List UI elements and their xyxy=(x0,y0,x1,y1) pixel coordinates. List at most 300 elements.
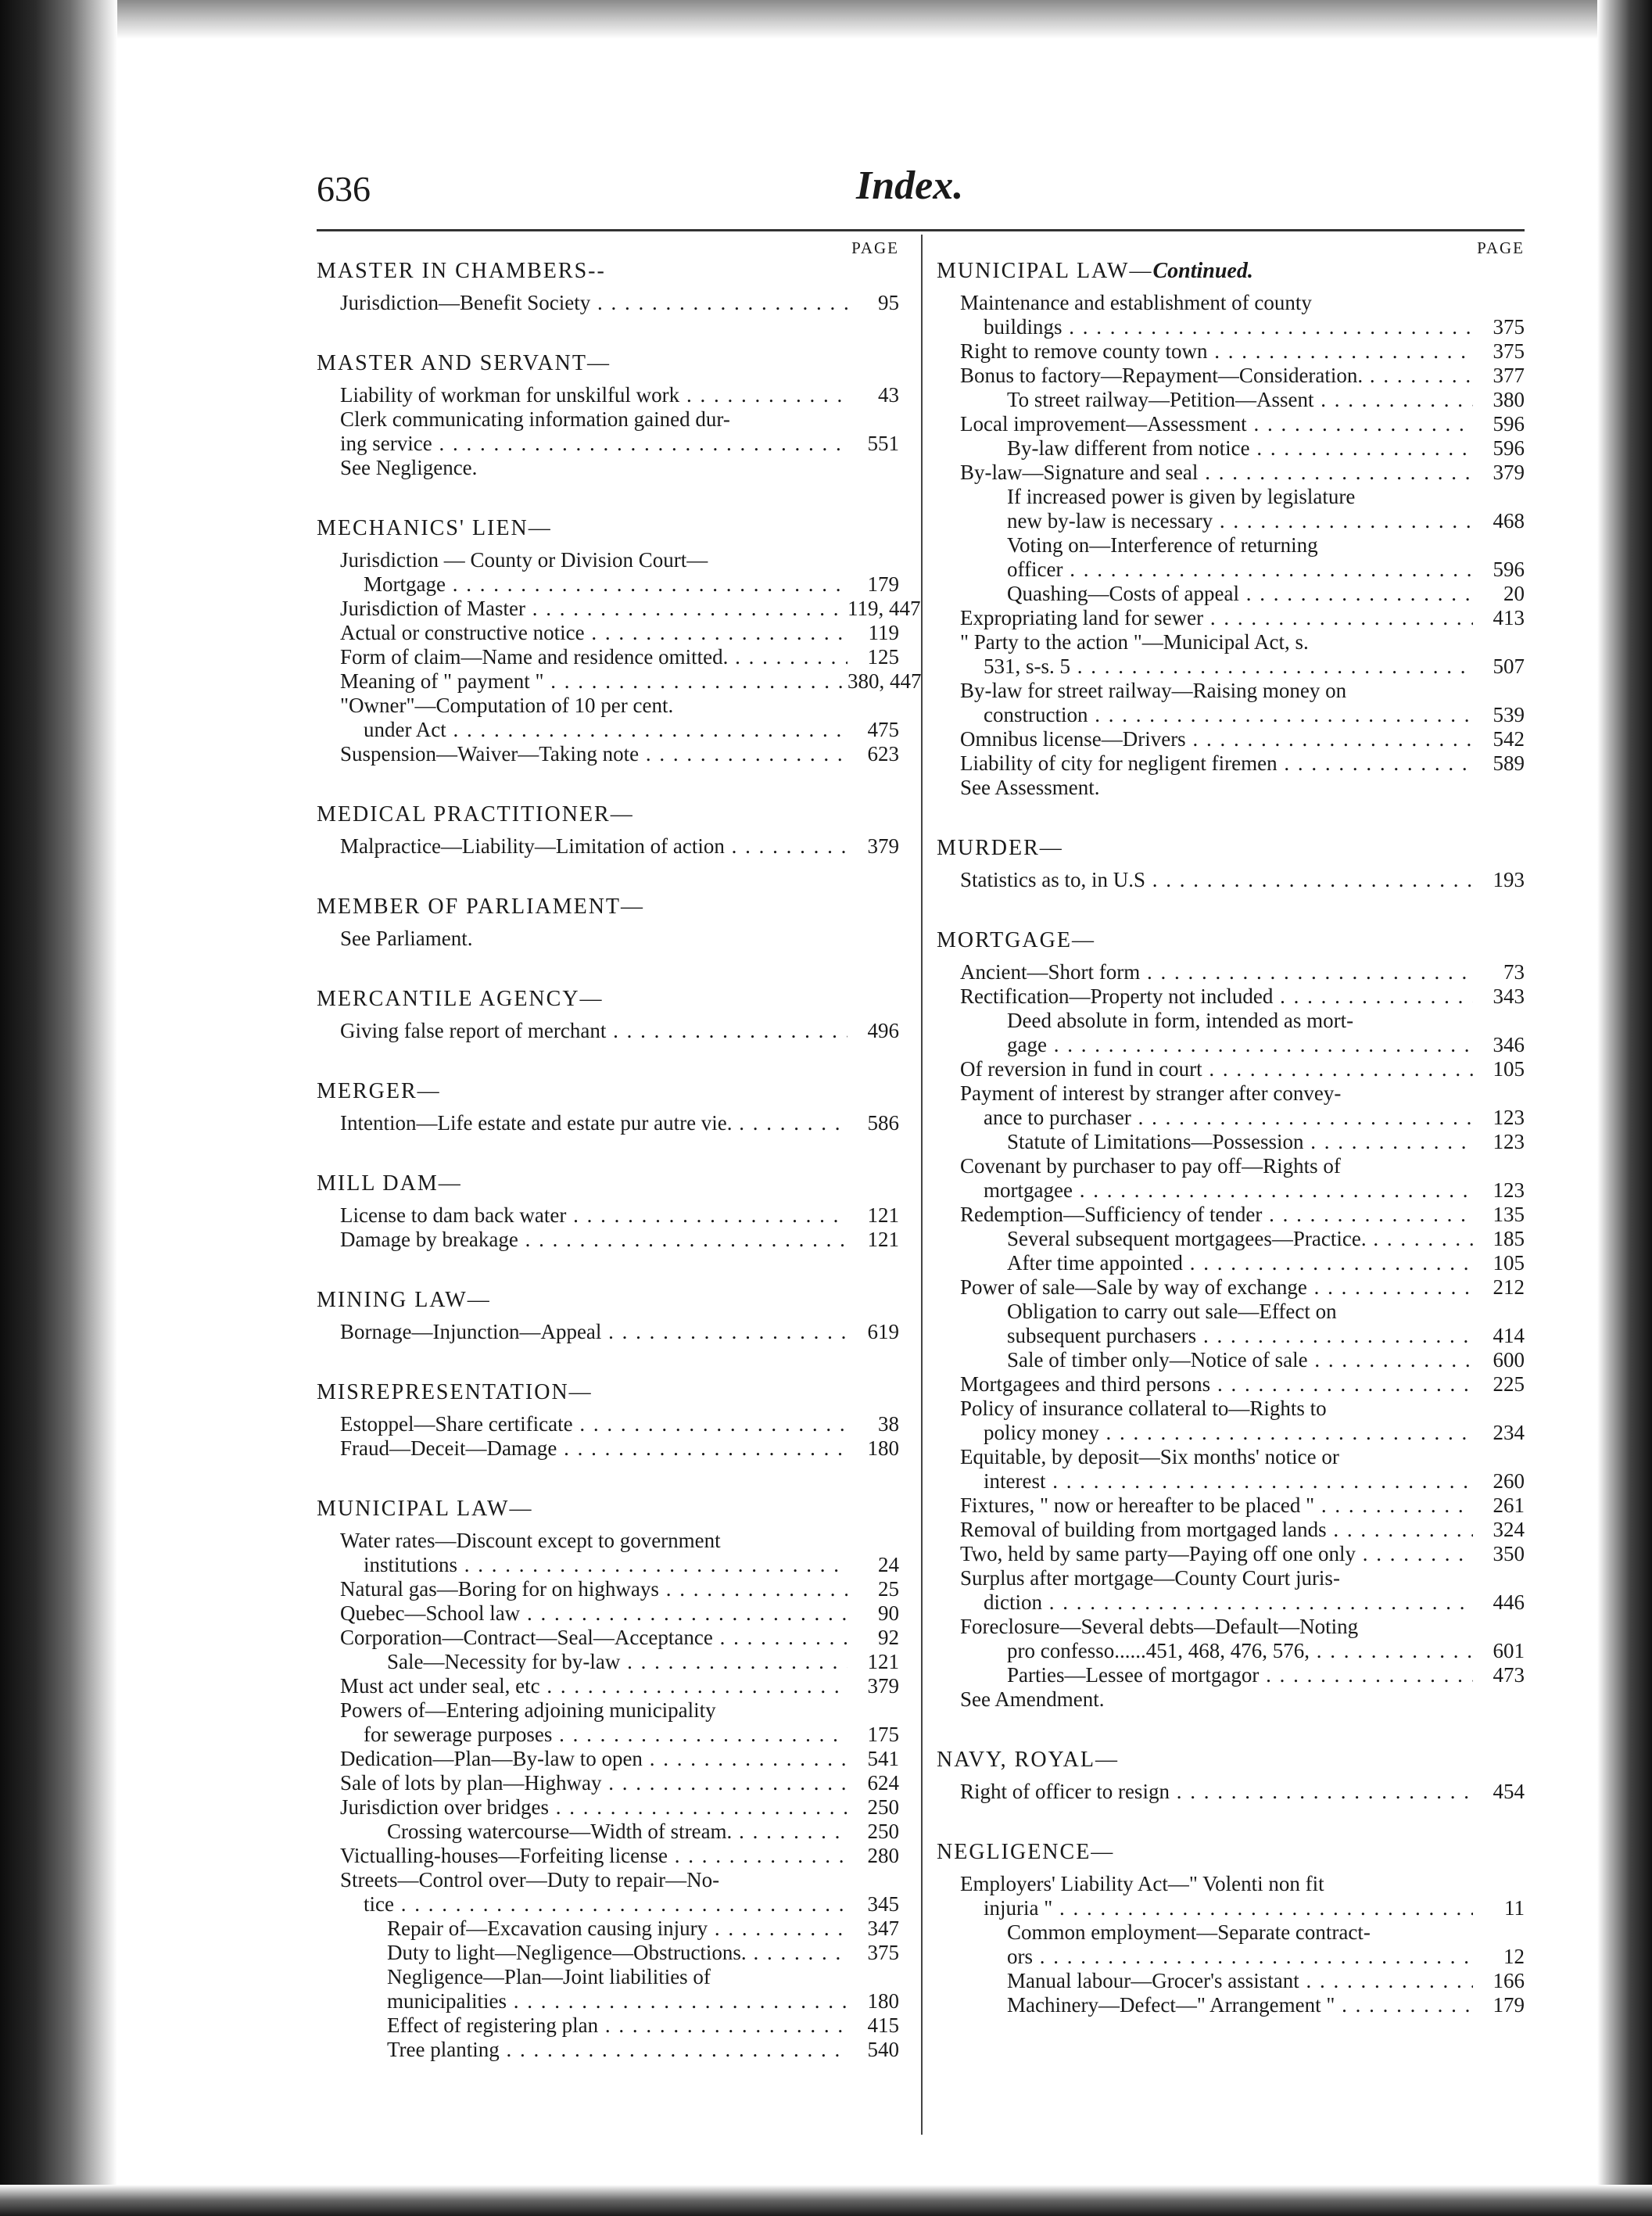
entry-text: Jurisdiction — County or Division Court— xyxy=(340,548,708,572)
entry-text: Sale of lots by plan—Highway . . . xyxy=(340,1771,848,1795)
entry-page: 11 xyxy=(1504,1896,1525,1920)
entry-text: Natural gas—Boring for on highways . . . xyxy=(340,1577,848,1601)
entry-text: under Act . . . xyxy=(364,718,848,742)
entry-page: 475 xyxy=(867,718,899,741)
index-entry xyxy=(317,621,899,645)
index-entry xyxy=(317,1577,899,1601)
entry-page: 92 xyxy=(878,1626,899,1649)
index-entry xyxy=(317,1723,899,1747)
entry-text: Several subsequent mortgagees—Practice. . . . xyxy=(1007,1227,1473,1251)
entry-text: See Assessment. xyxy=(960,776,1100,799)
index-entry xyxy=(937,1687,1525,1712)
entry-text: Removal of building from mortgaged lands . . . xyxy=(960,1518,1473,1542)
entry-text: See Parliament. xyxy=(340,927,473,950)
entry-page: 586 xyxy=(867,1111,899,1135)
index-entry xyxy=(317,1868,899,1892)
entry-text: Dedication—Plan—By-law to open . . . xyxy=(340,1747,848,1771)
index-entry xyxy=(937,1663,1525,1687)
entry-text: Omnibus license—Drivers . . . xyxy=(960,727,1473,751)
entry-page: 250 xyxy=(867,1820,899,1843)
entry-text: Equitable, by deposit—Six months' notice or xyxy=(960,1445,1339,1468)
entry-text: Two, held by same party—Paying off one only . . . xyxy=(960,1542,1473,1566)
entry-page: 179 xyxy=(867,572,899,596)
entry-text: 531, s-s. 5 . . . xyxy=(984,654,1473,679)
index-entry xyxy=(937,533,1525,558)
entry-page: 212 xyxy=(1493,1275,1525,1299)
index-entry xyxy=(317,834,899,859)
index-entry xyxy=(937,1920,1525,1945)
index-entries xyxy=(317,1111,899,1135)
entry-page: 415 xyxy=(867,2013,899,2037)
index-section xyxy=(317,1380,899,1461)
index-entry xyxy=(317,1771,899,1795)
index-heading-text: MINING LAW— xyxy=(317,1288,491,1312)
entry-text: Mortgage . . . xyxy=(364,572,848,597)
index-heading xyxy=(317,259,899,283)
entry-page: 324 xyxy=(1493,1518,1525,1541)
index-entry xyxy=(317,2013,899,2038)
entry-page: 185 xyxy=(1493,1227,1525,1250)
entry-page: 43 xyxy=(878,383,899,407)
entry-text: Bonus to factory—Repayment—Consideration. . . . xyxy=(960,364,1473,388)
entry-text: Must act under seal, etc . . . xyxy=(340,1674,848,1698)
scan-shadow-left xyxy=(0,0,117,2216)
index-entry xyxy=(317,1698,899,1723)
index-entry xyxy=(937,364,1525,388)
index-heading xyxy=(937,259,1525,283)
index-entry xyxy=(937,1566,1525,1590)
index-entries xyxy=(937,291,1525,800)
index-section xyxy=(937,1840,1525,2017)
entry-text: Power of sale—Sale by way of exchange . . . xyxy=(960,1275,1473,1300)
entry-text: "Owner"—Computation of 10 per cent. xyxy=(340,694,674,717)
index-entries xyxy=(317,834,899,859)
index-entries xyxy=(317,1019,899,1043)
index-heading-text: NAVY, ROYAL— xyxy=(937,1748,1120,1772)
entry-text: buildings . . . xyxy=(984,315,1473,339)
entry-text: Policy of insurance collateral to—Rights to xyxy=(960,1397,1327,1420)
entry-page: 119 xyxy=(868,621,899,644)
index-entry xyxy=(317,1965,899,1989)
entry-text: Employers' Liability Act—" Volenti non fit xyxy=(960,1872,1324,1895)
index-entry xyxy=(937,1178,1525,1203)
index-entries xyxy=(317,1412,899,1461)
entry-text: Form of claim—Name and residence omitted. . . . xyxy=(340,645,848,669)
index-entry xyxy=(937,1251,1525,1275)
entry-page: 280 xyxy=(867,1844,899,1867)
index-entry xyxy=(317,1111,899,1135)
index-entry xyxy=(937,485,1525,509)
index-section xyxy=(317,1288,899,1344)
entry-page: 623 xyxy=(867,742,899,766)
index-section xyxy=(937,836,1525,892)
entry-text: interest . . . xyxy=(984,1469,1473,1493)
entry-page: 73 xyxy=(1503,960,1525,984)
entry-text: ance to purchaser . . . xyxy=(984,1106,1473,1130)
index-entry xyxy=(317,548,899,572)
index-heading xyxy=(317,1288,899,1312)
entry-text: gage . . . xyxy=(1007,1033,1473,1057)
index-entry xyxy=(317,1436,899,1461)
index-heading-text: MERGER— xyxy=(317,1079,441,1103)
index-entries xyxy=(937,1780,1525,1804)
index-entry xyxy=(317,456,899,480)
index-heading xyxy=(937,836,1525,860)
entry-page: 619 xyxy=(867,1320,899,1343)
index-entry xyxy=(937,436,1525,461)
index-entry xyxy=(937,1542,1525,1566)
index-heading-text: MECHANICS' LIEN— xyxy=(317,516,552,540)
index-entry xyxy=(317,742,899,766)
entry-text: Foreclosure—Several debts—Default—Noting xyxy=(960,1615,1359,1638)
entry-text: If increased power is given by legislature xyxy=(1007,485,1356,508)
entry-page: 507 xyxy=(1493,654,1525,678)
entry-text: Payment of interest by stranger after convey- xyxy=(960,1081,1342,1105)
entry-text: Jurisdiction—Benefit Society . . . xyxy=(340,291,848,315)
index-entry xyxy=(937,703,1525,727)
index-entry xyxy=(317,1320,899,1344)
page-column-header: PAGE xyxy=(1477,238,1525,257)
entry-page: 24 xyxy=(878,1553,899,1576)
index-entry xyxy=(317,1795,899,1820)
index-heading-text: MEDICAL PRACTITIONER— xyxy=(317,802,634,827)
index-entry xyxy=(937,1590,1525,1615)
entry-page: 375 xyxy=(1493,339,1525,363)
index-heading-text: MILL DAM— xyxy=(317,1171,462,1196)
entry-text: " Party to the action "—Municipal Act, s. xyxy=(960,630,1309,654)
entry-page: 596 xyxy=(1493,412,1525,436)
index-entries xyxy=(317,383,899,480)
index-entry xyxy=(317,1892,899,1917)
index-section xyxy=(317,802,899,859)
index-heading xyxy=(937,1748,1525,1772)
index-heading-text: MASTER IN CHAMBERS-- xyxy=(317,259,606,283)
column-divider xyxy=(921,235,923,2135)
index-entries xyxy=(317,1529,899,2062)
entry-text: Actual or constructive notice . . . xyxy=(340,621,848,645)
entry-text: See Negligence. xyxy=(340,456,478,479)
right-sections xyxy=(937,259,1525,2017)
index-entry xyxy=(317,1650,899,1674)
index-entry xyxy=(317,927,899,951)
index-entry xyxy=(937,1081,1525,1106)
index-entry xyxy=(937,388,1525,412)
index-section xyxy=(937,1748,1525,1804)
left-column xyxy=(317,238,922,2098)
index-heading-text: MUNICIPAL LAW— xyxy=(317,1497,533,1521)
entry-page: 541 xyxy=(867,1747,899,1770)
entry-text: Powers of—Entering adjoining municipality xyxy=(340,1698,716,1722)
entry-text: diction . . . xyxy=(984,1590,1473,1615)
entry-text: Giving false report of merchant . . . xyxy=(340,1019,848,1043)
index-entry xyxy=(937,1009,1525,1033)
entry-text: policy money . . . xyxy=(984,1421,1473,1445)
index-entry xyxy=(937,1106,1525,1130)
entry-page: 105 xyxy=(1493,1057,1525,1081)
entry-text: After time appointed . . . xyxy=(1007,1251,1473,1275)
index-entry xyxy=(317,1844,899,1868)
index-heading-text: MASTER AND SERVANT— xyxy=(317,351,611,375)
entry-text: ors . . . xyxy=(1007,1945,1473,1969)
index-entry xyxy=(937,339,1525,364)
entry-page: 601 xyxy=(1493,1639,1525,1662)
entry-page: 38 xyxy=(878,1412,899,1436)
entry-text: Tree planting . . . xyxy=(387,2038,848,2062)
entry-page: 375 xyxy=(1493,315,1525,339)
index-section xyxy=(317,987,899,1043)
entry-text: Liability of workman for unskilful work . . . xyxy=(340,383,848,407)
entry-page: 166 xyxy=(1493,1969,1525,1992)
entry-page: 12 xyxy=(1503,1945,1525,1968)
index-heading-text: MERCANTILE AGENCY— xyxy=(317,987,604,1011)
index-entry xyxy=(937,1969,1525,1993)
index-section xyxy=(317,1171,899,1252)
entry-page: 121 xyxy=(867,1650,899,1673)
entry-text: Jurisdiction over bridges . . . xyxy=(340,1795,848,1820)
entry-page: 121 xyxy=(867,1203,899,1227)
page-number: 636 xyxy=(317,169,371,209)
index-entry xyxy=(937,509,1525,533)
entry-text: injuria " . . . xyxy=(984,1896,1473,1920)
index-entry xyxy=(937,291,1525,315)
index-entries xyxy=(317,1320,899,1344)
entry-page: 20 xyxy=(1503,582,1525,605)
entry-page: 379 xyxy=(867,1674,899,1698)
entry-text: Quashing—Costs of appeal . . . xyxy=(1007,582,1473,606)
entry-text: Redemption—Sufficiency of tender . . . xyxy=(960,1203,1473,1227)
entry-text: By-law for street railway—Raising money on xyxy=(960,679,1347,702)
entry-text: Covenant by purchaser to pay off—Rights of xyxy=(960,1154,1341,1178)
entry-page: 123 xyxy=(1493,1106,1525,1129)
index-heading xyxy=(317,895,899,919)
index-entry xyxy=(317,1917,899,1941)
entry-text: Jurisdiction of Master . . . xyxy=(340,597,848,621)
index-entry xyxy=(937,1945,1525,1969)
index-entry xyxy=(937,1872,1525,1896)
index-heading xyxy=(317,1171,899,1196)
index-entry xyxy=(937,606,1525,630)
index-heading xyxy=(317,351,899,375)
entry-text: Manual labour—Grocer's assistant . . . xyxy=(1007,1969,1473,1993)
entry-page: 375 xyxy=(867,1941,899,1964)
entry-page: 90 xyxy=(878,1601,899,1625)
index-entry xyxy=(317,718,899,742)
entry-text: By-law—Signature and seal . . . xyxy=(960,461,1473,485)
entry-page: 225 xyxy=(1493,1372,1525,1396)
index-heading xyxy=(317,516,899,540)
index-entry xyxy=(317,383,899,407)
index-entry xyxy=(317,1674,899,1698)
entry-text: Intention—Life estate and estate pur autre vie. . . . xyxy=(340,1111,848,1135)
entry-page: 624 xyxy=(867,1771,899,1795)
page-column-header: PAGE xyxy=(851,238,899,257)
entry-page: 105 xyxy=(1493,1251,1525,1275)
entry-text: Common employment—Separate contract- xyxy=(1007,1920,1371,1944)
index-entry xyxy=(937,868,1525,892)
entry-text: Water rates—Discount except to government xyxy=(340,1529,721,1552)
entry-page: 346 xyxy=(1493,1033,1525,1056)
entry-text: pro confesso......451, 468, 476, 576, . . . xyxy=(1007,1639,1473,1663)
index-entry xyxy=(937,1154,1525,1178)
entry-text: for sewerage purposes . . . xyxy=(364,1723,848,1747)
index-entries xyxy=(937,960,1525,1712)
entry-text: Repair of—Excavation causing injury . . . xyxy=(387,1917,848,1941)
entry-text: Surplus after mortgage—County Court juris- xyxy=(960,1566,1340,1590)
entry-text: By-law different from notice . . . xyxy=(1007,436,1473,461)
index-entry xyxy=(317,432,899,456)
index-entry xyxy=(317,1553,899,1577)
entry-page: 125 xyxy=(867,645,899,669)
index-entry xyxy=(937,1493,1525,1518)
entry-text: Meaning of " payment " . . . xyxy=(340,669,848,694)
index-section xyxy=(317,259,899,315)
index-entry xyxy=(937,1372,1525,1397)
entry-text: Local improvement—Assessment . . . xyxy=(960,412,1473,436)
entry-page: 551 xyxy=(867,432,899,455)
index-entry xyxy=(937,727,1525,751)
entry-page: 414 xyxy=(1493,1324,1525,1347)
index-entry xyxy=(937,1397,1525,1421)
entry-page: 343 xyxy=(1493,984,1525,1008)
entry-text: Machinery—Defect—" Arrangement " . . . xyxy=(1007,1993,1473,2017)
entry-text: Of reversion in fund in court . . . xyxy=(960,1057,1473,1081)
index-entry xyxy=(317,1601,899,1626)
entry-page: 380 xyxy=(1493,388,1525,411)
entry-text: Expropriating land for sewer . . . xyxy=(960,606,1473,630)
entry-text: Duty to light—Negligence—Obstructions. . . . xyxy=(387,1941,848,1965)
index-heading xyxy=(937,1840,1525,1864)
entry-page: 377 xyxy=(1493,364,1525,387)
entry-text: Damage by breakage . . . xyxy=(340,1228,848,1252)
entry-text: Liability of city for negligent firemen . . . xyxy=(960,751,1473,776)
index-entry xyxy=(937,1445,1525,1469)
index-heading-text: MURDER— xyxy=(937,836,1063,860)
index-entry xyxy=(937,654,1525,679)
entry-text: Mortgagees and third persons . . . xyxy=(960,1372,1473,1397)
index-entry xyxy=(937,1033,1525,1057)
index-heading-text: MUNICIPAL LAW— xyxy=(937,259,1153,283)
entry-page: 589 xyxy=(1493,751,1525,775)
entry-page: 180 xyxy=(867,1989,899,2013)
entry-text: Right of officer to resign . . . xyxy=(960,1780,1473,1804)
entry-text: Right to remove county town . . . xyxy=(960,339,1473,364)
index-entry xyxy=(317,572,899,597)
index-section xyxy=(317,895,899,951)
entry-text: Ancient—Short form . . . xyxy=(960,960,1473,984)
index-entries xyxy=(317,1203,899,1252)
entry-page: 454 xyxy=(1493,1780,1525,1803)
entry-text: Estoppel—Share certificate . . . xyxy=(340,1412,848,1436)
header-rule xyxy=(317,229,1525,231)
index-entry xyxy=(937,1896,1525,1920)
index-entry xyxy=(937,1615,1525,1639)
entry-text: Maintenance and establishment of county xyxy=(960,291,1312,314)
entry-page: 539 xyxy=(1493,703,1525,726)
index-heading xyxy=(317,802,899,827)
left-sections xyxy=(317,259,922,2062)
index-entry xyxy=(937,1421,1525,1445)
entry-text: Deed absolute in form, intended as mort- xyxy=(1007,1009,1354,1032)
index-entry xyxy=(937,558,1525,582)
index-entry xyxy=(317,1529,899,1553)
index-heading xyxy=(317,987,899,1011)
entry-page: 542 xyxy=(1493,727,1525,751)
index-heading xyxy=(317,1497,899,1521)
entry-text: officer . . . xyxy=(1007,558,1473,582)
index-entries xyxy=(317,548,922,766)
entry-page: 446 xyxy=(1493,1590,1525,1614)
entry-text: Corporation—Contract—Seal—Acceptance . . . xyxy=(340,1626,848,1650)
entry-page: 234 xyxy=(1493,1421,1525,1444)
index-entry xyxy=(937,630,1525,654)
entry-text: Victualling-houses—Forfeiting license . . . xyxy=(340,1844,848,1868)
index-entry xyxy=(937,679,1525,703)
entry-text: institutions . . . xyxy=(364,1553,848,1577)
entry-page: 261 xyxy=(1493,1493,1525,1517)
entry-text: Rectification—Property not included . . . xyxy=(960,984,1473,1009)
entry-page: 496 xyxy=(867,1019,899,1042)
entry-text: new by-law is necessary . . . xyxy=(1007,509,1473,533)
entry-text: See Amendment. xyxy=(960,1687,1105,1711)
entry-page: 135 xyxy=(1493,1203,1525,1226)
running-title: Index. xyxy=(856,163,964,208)
entry-text: tice . . . xyxy=(364,1892,848,1917)
entry-text: municipalities . . . xyxy=(387,1989,848,2013)
entry-text: To street railway—Petition—Assent . . . xyxy=(1007,388,1473,412)
entry-page: 250 xyxy=(867,1795,899,1819)
index-entry xyxy=(937,1348,1525,1372)
index-entries xyxy=(317,927,899,951)
index-entry xyxy=(317,1019,899,1043)
entry-text: Sale—Necessity for by-law . . . xyxy=(387,1650,848,1674)
index-entry xyxy=(317,1626,899,1650)
entry-text: Obligation to carry out sale—Effect on xyxy=(1007,1300,1337,1323)
entry-text: License to dam back water . . . xyxy=(340,1203,848,1228)
continued-label: Continued. xyxy=(1152,259,1253,283)
index-section xyxy=(317,351,899,480)
index-entry xyxy=(937,776,1525,800)
entry-page: 350 xyxy=(1493,1542,1525,1565)
index-heading-text: MORTGAGE— xyxy=(937,928,1095,952)
entry-page: 179 xyxy=(1493,1993,1525,2017)
index-heading xyxy=(317,1079,899,1103)
index-entry xyxy=(937,1780,1525,1804)
index-entry xyxy=(317,669,922,694)
entry-text: construction . . . xyxy=(984,703,1473,727)
entry-page: 123 xyxy=(1493,1178,1525,1202)
index-entry xyxy=(317,694,899,718)
entry-text: mortgagee . . . xyxy=(984,1178,1473,1203)
index-entry xyxy=(317,645,899,669)
scan-shadow-bottom xyxy=(0,2185,1652,2216)
index-entries xyxy=(317,291,899,315)
index-entry xyxy=(317,1412,899,1436)
index-heading-text: MEMBER OF PARLIAMENT— xyxy=(317,895,645,919)
entry-text: Streets—Control over—Duty to repair—No- xyxy=(340,1868,720,1891)
entry-text: Quebec—School law . . . xyxy=(340,1601,848,1626)
entry-page: 180 xyxy=(867,1436,899,1460)
index-entry xyxy=(937,1275,1525,1300)
entry-page: 25 xyxy=(878,1577,899,1601)
index-heading xyxy=(317,1380,899,1404)
index-entry xyxy=(317,1941,899,1965)
entry-text: Voting on—Interference of returning xyxy=(1007,533,1318,557)
index-entry xyxy=(937,1518,1525,1542)
entry-text: Fraud—Deceit—Damage . . . xyxy=(340,1436,848,1461)
entry-text: Statistics as to, in U.S . . . xyxy=(960,868,1473,892)
entry-page: 473 xyxy=(1493,1663,1525,1687)
entry-page: 95 xyxy=(878,291,899,314)
